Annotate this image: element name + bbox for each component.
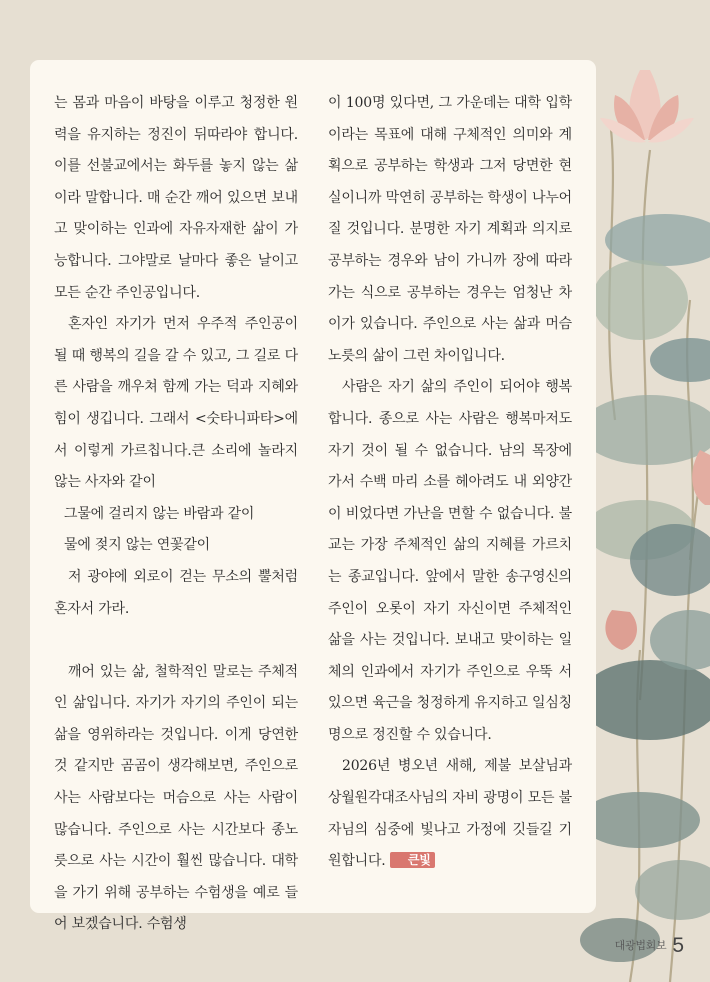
signature-badge: 큰빛: [390, 852, 435, 868]
paragraph-spacer: [54, 625, 298, 657]
page-number: 5: [672, 934, 684, 957]
closing-text: 2026년 병오년 새해, 제불 보살님과 상월원각대조사님의 자비 광명이 모든 불자님의 심중에 빛나고 가정에 깃들길 기원합니다.: [328, 758, 572, 870]
article-card: [30, 60, 596, 933]
verse-line: 물에 젖지 않는 연꽃같이: [64, 537, 210, 554]
paragraph: 사람은 자기 삶의 주인이 되어야 행복합니다. 종으로 사는 사람은 행복마저도 자기 것이 될 수 없습니다. 남의 목장에 가서 수백 마리 소를 헤아려도 내 외양간이 비었다면 가난을 면할 수 없습니다. 불교는 가장 주체적인 삶의 지혜를 가르치는 종교입니다. 앞에서 말한 송구영신의 주인이 오롯이 자기 자신이면 주체적인 삶을 사는 것입니다. 보내고 맞이하는 일체의 인과에서 자기가 주인으로 우뚝 서 있으면 육근을 청정하게 유지하고 일심칭명으로 정진할 수 있습니다.: [328, 379, 572, 743]
verse-line: 저 광야에 외로이 걷는 무소의 뿔처럼 혼자서 가라.: [54, 568, 298, 617]
paragraph: 깨어 있는 삶, 철학적인 말로는 주체적인 삶입니다. 자기가 자기의 주인이 되는 삶을 영위하라는 것입니다. 이게 당연한 것 같지만 곰곰이 생각해보면, 주인으로 사는 사람보다는 머슴으로 사는 사람이 많습니다. 주인으로 사는 시간보다 종노릇으로 사는 시간이 훨씬 많습니다. 대학을 가기 위해 공부하는 수험생을 예로 들어 보겠습니다. 수험생: [54, 663, 298, 933]
article-right-column: [328, 88, 572, 878]
paragraph: 는 몸과 마음이 바탕을 이루고 청정한 원력을 유지하는 정진이 뒤따라야 합니다. 이를 선불교에서는 화두를 놓지 않는 삶이라 말합니다. 매 순간 깨어 있으면 보내고 맞이하는 인과에 자유자재한 삶이 가능합니다. 그야말로 날마다 좋은 날이고 모든 순간 주인공입니다.: [54, 95, 298, 301]
verse-line: 그물에 걸리지 않는 바람과 같이: [64, 505, 255, 522]
publication-name: 대광법회보: [614, 940, 667, 952]
paragraph: 혼자인 자기가 먼저 우주적 주인공이 될 때 행복의 길을 갈 수 있고, 그 길로 다른 사람을 깨우쳐 함께 가는 덕과 지혜와 힘이 생깁니다. 그래서 <숫타니파타>에서 이렇게 가르칩니다.큰 소리에 놀라지 않는 사자와 같이: [54, 316, 298, 491]
article-left-column: [54, 88, 298, 941]
closing-paragraph: [328, 751, 572, 877]
page-footer: [615, 934, 684, 958]
paragraph: 이 100명 있다면, 그 가운데는 대학 입학이라는 목표에 대해 구체적인 의미와 계획으로 공부하는 학생과 그저 당면한 현실이니까 막연히 공부하는 학생이 나누어질 것입니다. 분명한 자기 계획과 의지로 공부하는 경우와 남이 가니까 장에 따라가는 식으로 공부하는 경우는 엄청난 차이가 있습니다. 주인으로 사는 삶과 머슴 노릇의 삶이 그런 차이입니다.: [328, 95, 572, 364]
